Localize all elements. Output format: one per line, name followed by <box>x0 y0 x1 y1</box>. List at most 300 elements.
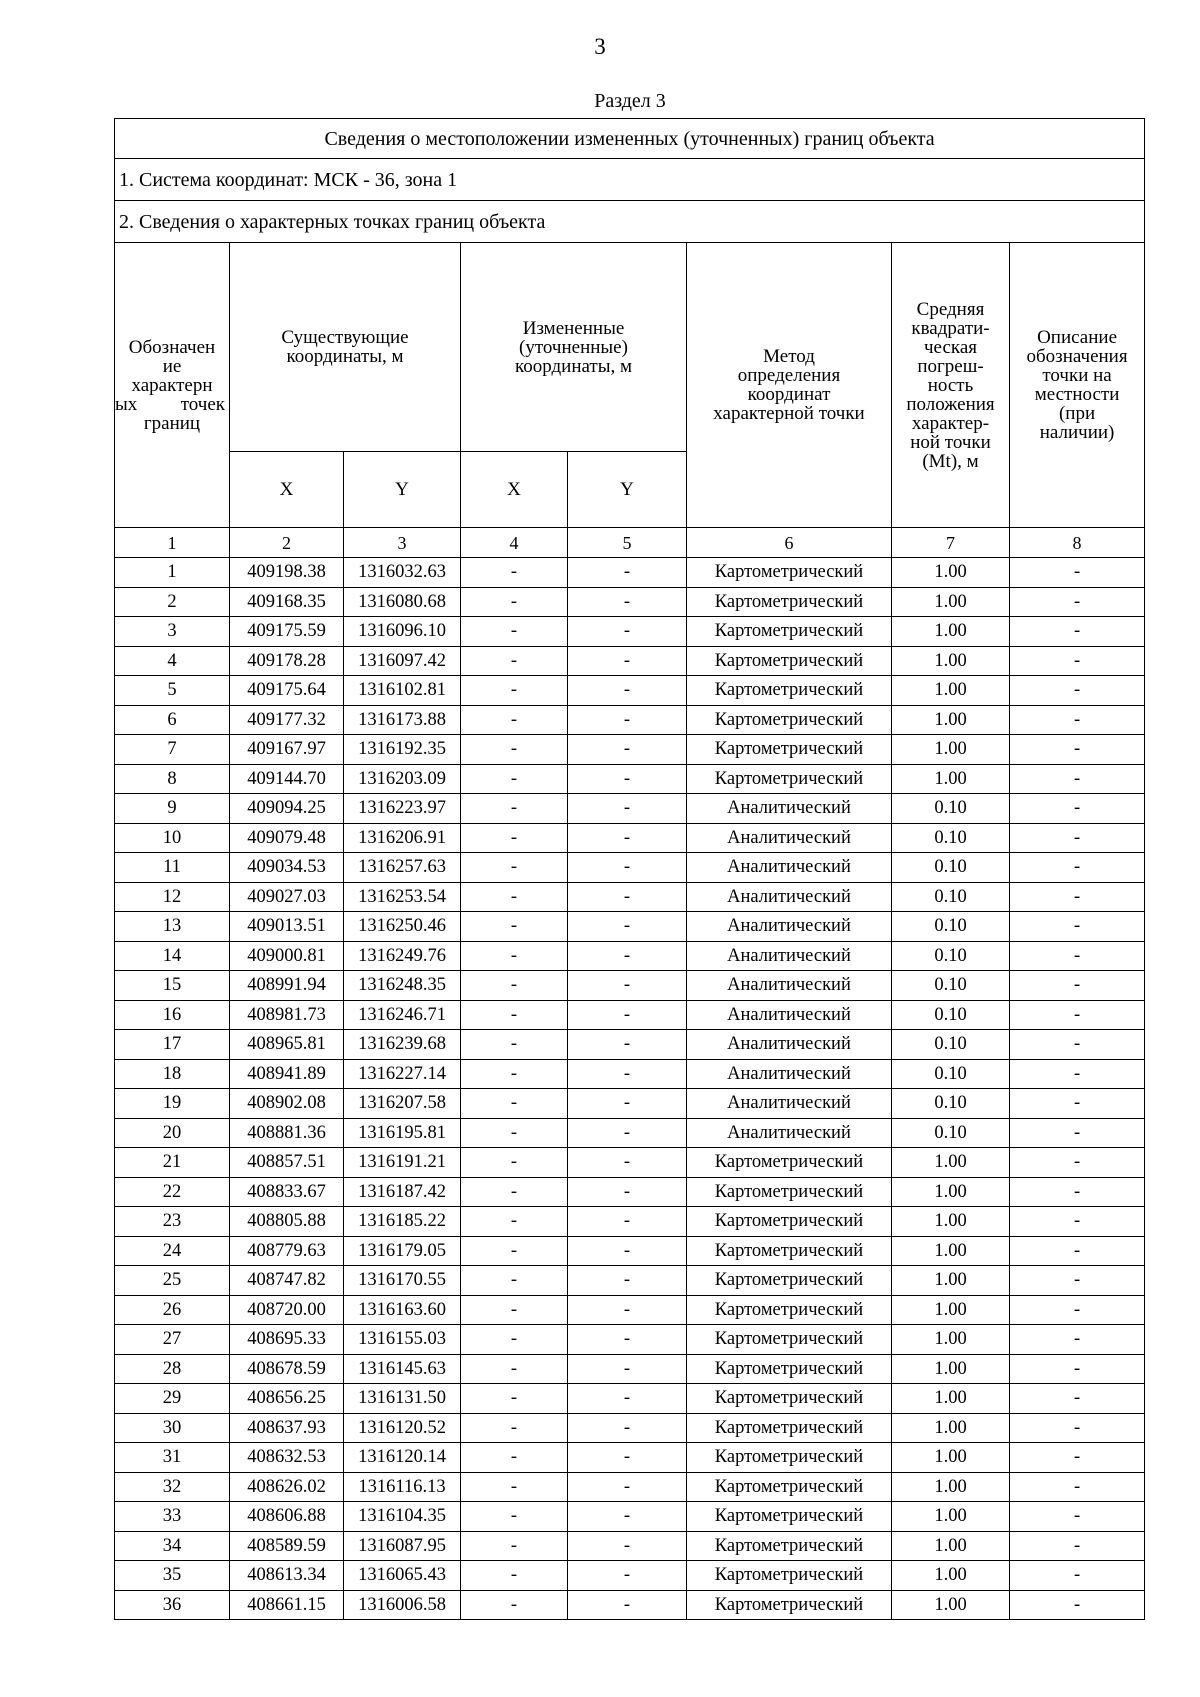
cell-method: Аналитический <box>687 1000 892 1030</box>
cell-point-id: 19 <box>115 1089 230 1119</box>
cell-method: Картометрический <box>687 1502 892 1532</box>
cell-method: Картометрический <box>687 1443 892 1473</box>
cell-point-id: 9 <box>115 794 230 824</box>
cell-existing-x: 409167.97 <box>230 735 344 765</box>
cell-mean-error: 0.10 <box>892 941 1010 971</box>
cell-existing-y: 1316239.68 <box>344 1030 461 1060</box>
cell-existing-x: 408991.94 <box>230 971 344 1001</box>
cell-method: Картометрический <box>687 587 892 617</box>
cell-description: - <box>1010 1325 1145 1355</box>
cell-mean-error: 1.00 <box>892 1561 1010 1591</box>
cell-existing-x: 409000.81 <box>230 941 344 971</box>
cell-mean-error: 1.00 <box>892 764 1010 794</box>
cell-existing-x: 408613.34 <box>230 1561 344 1591</box>
cell-mean-error: 1.00 <box>892 1325 1010 1355</box>
cell-changed-x: - <box>461 882 568 912</box>
cell-existing-x: 408965.81 <box>230 1030 344 1060</box>
cell-description: - <box>1010 1236 1145 1266</box>
cell-changed-x: - <box>461 764 568 794</box>
table-row <box>115 1354 1145 1384</box>
cell-point-id: 13 <box>115 912 230 942</box>
cell-existing-x: 408902.08 <box>230 1089 344 1119</box>
table-row <box>115 1295 1145 1325</box>
cell-changed-y: - <box>568 1030 687 1060</box>
cell-existing-x: 408589.59 <box>230 1531 344 1561</box>
cell-changed-y: - <box>568 912 687 942</box>
cell-description: - <box>1010 735 1145 765</box>
cell-mean-error: 1.00 <box>892 1266 1010 1296</box>
cell-existing-y: 1316155.03 <box>344 1325 461 1355</box>
cell-changed-y: - <box>568 1354 687 1384</box>
cell-description: - <box>1010 1472 1145 1502</box>
cell-method: Аналитический <box>687 1030 892 1060</box>
cell-changed-y: - <box>568 705 687 735</box>
table-row <box>115 1177 1145 1207</box>
cell-changed-y: - <box>568 1236 687 1266</box>
cell-existing-x: 408606.88 <box>230 1502 344 1532</box>
table-row <box>115 1384 1145 1414</box>
table-row <box>115 1000 1145 1030</box>
cell-changed-y: - <box>568 764 687 794</box>
column-number: 6 <box>687 528 892 558</box>
cell-existing-y: 1316185.22 <box>344 1207 461 1237</box>
cell-changed-x: - <box>461 1177 568 1207</box>
cell-mean-error: 0.10 <box>892 912 1010 942</box>
cell-mean-error: 1.00 <box>892 1443 1010 1473</box>
cell-method: Картометрический <box>687 705 892 735</box>
cell-changed-x: - <box>461 1325 568 1355</box>
cell-description: - <box>1010 1590 1145 1620</box>
table-row <box>115 705 1145 735</box>
cell-existing-y: 1316179.05 <box>344 1236 461 1266</box>
cell-existing-y: 1316006.58 <box>344 1590 461 1620</box>
cell-changed-y: - <box>568 1502 687 1532</box>
table-row <box>115 1089 1145 1119</box>
cell-changed-x: - <box>461 1118 568 1148</box>
table-row <box>115 764 1145 794</box>
cell-changed-y: - <box>568 1443 687 1473</box>
table-row <box>115 1443 1145 1473</box>
table-row <box>115 1148 1145 1178</box>
cell-changed-x: - <box>461 1384 568 1414</box>
cell-mean-error: 1.00 <box>892 1177 1010 1207</box>
cell-mean-error: 1.00 <box>892 1207 1010 1237</box>
table-row <box>115 1325 1145 1355</box>
cell-description: - <box>1010 1354 1145 1384</box>
cell-method: Аналитический <box>687 1118 892 1148</box>
cell-changed-x: - <box>461 823 568 853</box>
cell-description: - <box>1010 971 1145 1001</box>
cell-point-id: 25 <box>115 1266 230 1296</box>
cell-point-id: 6 <box>115 705 230 735</box>
cell-method: Картометрический <box>687 1413 892 1443</box>
cell-changed-x: - <box>461 794 568 824</box>
cell-existing-y: 1316097.42 <box>344 646 461 676</box>
cell-existing-x: 409175.64 <box>230 676 344 706</box>
cell-existing-y: 1316104.35 <box>344 1502 461 1532</box>
cell-changed-y: - <box>568 1266 687 1296</box>
cell-mean-error: 1.00 <box>892 705 1010 735</box>
cell-changed-y: - <box>568 1413 687 1443</box>
cell-changed-y: - <box>568 1590 687 1620</box>
cell-changed-y: - <box>568 1059 687 1089</box>
cell-changed-x: - <box>461 617 568 647</box>
cell-changed-y: - <box>568 1531 687 1561</box>
cell-mean-error: 1.00 <box>892 1413 1010 1443</box>
table-row <box>115 1531 1145 1561</box>
cell-changed-x: - <box>461 1089 568 1119</box>
cell-changed-y: - <box>568 1325 687 1355</box>
cell-method: Картометрический <box>687 1472 892 1502</box>
table-row <box>115 1502 1145 1532</box>
cell-method: Аналитический <box>687 823 892 853</box>
table-row <box>115 587 1145 617</box>
cell-changed-x: - <box>461 853 568 883</box>
cell-existing-y: 1316227.14 <box>344 1059 461 1089</box>
cell-existing-y: 1316223.97 <box>344 794 461 824</box>
cell-description: - <box>1010 1443 1145 1473</box>
cell-description: - <box>1010 1502 1145 1532</box>
cell-point-id: 7 <box>115 735 230 765</box>
cell-existing-x: 409168.35 <box>230 587 344 617</box>
cell-point-id: 18 <box>115 1059 230 1089</box>
cell-mean-error: 0.10 <box>892 971 1010 1001</box>
cell-existing-y: 1316253.54 <box>344 882 461 912</box>
header-mean-square-error: Средняя квадрати- ческая погреш- ность положения характер- ной точки (Mt), м <box>892 243 1010 528</box>
cell-existing-y: 1316131.50 <box>344 1384 461 1414</box>
cell-changed-y: - <box>568 1177 687 1207</box>
cell-point-id: 27 <box>115 1325 230 1355</box>
table-row <box>115 1413 1145 1443</box>
cell-mean-error: 1.00 <box>892 1295 1010 1325</box>
cell-mean-error: 0.10 <box>892 882 1010 912</box>
cell-description: - <box>1010 882 1145 912</box>
cell-existing-y: 1316102.81 <box>344 676 461 706</box>
cell-method: Аналитический <box>687 882 892 912</box>
cell-existing-y: 1316195.81 <box>344 1118 461 1148</box>
cell-changed-x: - <box>461 1443 568 1473</box>
cell-mean-error: 1.00 <box>892 1384 1010 1414</box>
cell-point-id: 33 <box>115 1502 230 1532</box>
cell-changed-x: - <box>461 646 568 676</box>
cell-existing-y: 1316116.13 <box>344 1472 461 1502</box>
cell-changed-y: - <box>568 558 687 588</box>
cell-description: - <box>1010 941 1145 971</box>
table-row <box>115 1472 1145 1502</box>
cell-existing-x: 409027.03 <box>230 882 344 912</box>
cell-existing-x: 409175.59 <box>230 617 344 647</box>
cell-method: Картометрический <box>687 1561 892 1591</box>
cell-description: - <box>1010 912 1145 942</box>
cell-method: Аналитический <box>687 941 892 971</box>
cell-changed-x: - <box>461 735 568 765</box>
cell-description: - <box>1010 1413 1145 1443</box>
cell-existing-x: 408695.33 <box>230 1325 344 1355</box>
cell-description: - <box>1010 1148 1145 1178</box>
cell-mean-error: 0.10 <box>892 1000 1010 1030</box>
cell-method: Аналитический <box>687 794 892 824</box>
cell-changed-x: - <box>461 676 568 706</box>
cell-method: Картометрический <box>687 1177 892 1207</box>
cell-method: Аналитический <box>687 1089 892 1119</box>
cell-existing-x: 408833.67 <box>230 1177 344 1207</box>
cell-point-id: 22 <box>115 1177 230 1207</box>
cell-existing-x: 409178.28 <box>230 646 344 676</box>
cell-method: Картометрический <box>687 1354 892 1384</box>
header-changed-x: X <box>461 452 568 528</box>
cell-changed-x: - <box>461 1295 568 1325</box>
cell-description: - <box>1010 794 1145 824</box>
coordinates-table <box>114 118 1145 1620</box>
cell-existing-y: 1316096.10 <box>344 617 461 647</box>
cell-description: - <box>1010 1295 1145 1325</box>
coordinate-system: 1. Система координат: МСК - 36, зона 1 <box>115 159 1145 201</box>
cell-changed-y: - <box>568 882 687 912</box>
cell-existing-x: 408941.89 <box>230 1059 344 1089</box>
cell-point-id: 2 <box>115 587 230 617</box>
cell-point-id: 20 <box>115 1118 230 1148</box>
cell-changed-x: - <box>461 971 568 1001</box>
cell-existing-x: 409034.53 <box>230 853 344 883</box>
cell-point-id: 31 <box>115 1443 230 1473</box>
cell-existing-y: 1316203.09 <box>344 764 461 794</box>
cell-existing-x: 408661.15 <box>230 1590 344 1620</box>
cell-mean-error: 0.10 <box>892 1059 1010 1089</box>
cell-changed-x: - <box>461 912 568 942</box>
cell-point-id: 34 <box>115 1531 230 1561</box>
cell-description: - <box>1010 1000 1145 1030</box>
table-row <box>115 1561 1145 1591</box>
cell-existing-x: 408637.93 <box>230 1413 344 1443</box>
cell-point-id: 21 <box>115 1148 230 1178</box>
cell-existing-x: 408626.02 <box>230 1472 344 1502</box>
table-row <box>115 617 1145 647</box>
table-row <box>115 1030 1145 1060</box>
cell-changed-y: - <box>568 1384 687 1414</box>
table-row <box>115 1266 1145 1296</box>
cell-existing-y: 1316145.63 <box>344 1354 461 1384</box>
cell-description: - <box>1010 823 1145 853</box>
table-row <box>115 882 1145 912</box>
cell-method: Картометрический <box>687 1384 892 1414</box>
column-numbers-row <box>115 528 1145 558</box>
cell-existing-y: 1316080.68 <box>344 587 461 617</box>
cell-description: - <box>1010 705 1145 735</box>
cell-changed-x: - <box>461 705 568 735</box>
page-number: 3 <box>594 34 606 59</box>
cell-point-id: 1 <box>115 558 230 588</box>
cell-method: Картометрический <box>687 1590 892 1620</box>
cell-description: - <box>1010 1177 1145 1207</box>
header-changed-y: Y <box>568 452 687 528</box>
cell-existing-x: 408779.63 <box>230 1236 344 1266</box>
cell-existing-y: 1316163.60 <box>344 1295 461 1325</box>
cell-changed-x: - <box>461 1531 568 1561</box>
cell-existing-x: 409198.38 <box>230 558 344 588</box>
cell-existing-x: 408747.82 <box>230 1266 344 1296</box>
cell-existing-y: 1316207.58 <box>344 1089 461 1119</box>
cell-description: - <box>1010 1384 1145 1414</box>
cell-existing-x: 408632.53 <box>230 1443 344 1473</box>
cell-point-id: 29 <box>115 1384 230 1414</box>
cell-method: Картометрический <box>687 735 892 765</box>
table-row <box>115 971 1145 1001</box>
cell-changed-y: - <box>568 1118 687 1148</box>
cell-existing-y: 1316249.76 <box>344 941 461 971</box>
cell-changed-y: - <box>568 823 687 853</box>
cell-existing-y: 1316120.14 <box>344 1443 461 1473</box>
header-description: Описание обозначения точки на местности (при наличии) <box>1010 243 1145 528</box>
cell-method: Картометрический <box>687 764 892 794</box>
cell-changed-x: - <box>461 1266 568 1296</box>
cell-method: Картометрический <box>687 617 892 647</box>
header-existing-x: X <box>230 452 344 528</box>
table-row <box>115 1059 1145 1089</box>
cell-existing-y: 1316173.88 <box>344 705 461 735</box>
table-row <box>115 676 1145 706</box>
cell-existing-y: 1316120.52 <box>344 1413 461 1443</box>
column-number: 1 <box>115 528 230 558</box>
cell-changed-y: - <box>568 1089 687 1119</box>
header-existing-coordinates: Существующие координаты, м <box>230 243 461 452</box>
cell-changed-y: - <box>568 794 687 824</box>
cell-changed-y: - <box>568 1561 687 1591</box>
cell-mean-error: 1.00 <box>892 587 1010 617</box>
cell-mean-error: 1.00 <box>892 1590 1010 1620</box>
cell-changed-x: - <box>461 1413 568 1443</box>
cell-existing-x: 409177.32 <box>230 705 344 735</box>
cell-existing-x: 409094.25 <box>230 794 344 824</box>
cell-existing-x: 408720.00 <box>230 1295 344 1325</box>
cell-point-id: 4 <box>115 646 230 676</box>
points-heading: 2. Сведения о характерных точках границ объекта <box>115 201 1145 243</box>
cell-changed-y: - <box>568 971 687 1001</box>
cell-mean-error: 0.10 <box>892 1030 1010 1060</box>
column-number: 2 <box>230 528 344 558</box>
table-row <box>115 1118 1145 1148</box>
cell-existing-x: 409079.48 <box>230 823 344 853</box>
cell-point-id: 5 <box>115 676 230 706</box>
cell-mean-error: 1.00 <box>892 617 1010 647</box>
cell-method: Картометрический <box>687 1236 892 1266</box>
cell-point-id: 16 <box>115 1000 230 1030</box>
cell-mean-error: 1.00 <box>892 558 1010 588</box>
cell-description: - <box>1010 1266 1145 1296</box>
cell-point-id: 12 <box>115 882 230 912</box>
cell-point-id: 36 <box>115 1590 230 1620</box>
cell-changed-x: - <box>461 1000 568 1030</box>
cell-existing-y: 1316257.63 <box>344 853 461 883</box>
cell-mean-error: 0.10 <box>892 823 1010 853</box>
cell-existing-x: 408805.88 <box>230 1207 344 1237</box>
cell-mean-error: 1.00 <box>892 1148 1010 1178</box>
table-row <box>115 794 1145 824</box>
column-number: 5 <box>568 528 687 558</box>
cell-mean-error: 0.10 <box>892 1089 1010 1119</box>
cell-mean-error: 1.00 <box>892 1502 1010 1532</box>
cell-mean-error: 0.10 <box>892 794 1010 824</box>
header-changed-coordinates: Измененные (уточненные) координаты, м <box>461 243 687 452</box>
header-designation: Обозначен ие характерн ых точек границ <box>115 243 230 528</box>
cell-changed-y: - <box>568 853 687 883</box>
cell-existing-y: 1316170.55 <box>344 1266 461 1296</box>
cell-changed-x: - <box>461 1590 568 1620</box>
cell-method: Картометрический <box>687 1148 892 1178</box>
cell-description: - <box>1010 1030 1145 1060</box>
cell-existing-x: 408981.73 <box>230 1000 344 1030</box>
cell-method: Картометрический <box>687 646 892 676</box>
cell-changed-x: - <box>461 1236 568 1266</box>
cell-existing-x: 408678.59 <box>230 1354 344 1384</box>
cell-point-id: 35 <box>115 1561 230 1591</box>
cell-changed-y: - <box>568 1000 687 1030</box>
cell-method: Аналитический <box>687 1059 892 1089</box>
cell-description: - <box>1010 676 1145 706</box>
cell-existing-y: 1316246.71 <box>344 1000 461 1030</box>
cell-changed-x: - <box>461 1059 568 1089</box>
table-row <box>115 1590 1145 1620</box>
cell-point-id: 15 <box>115 971 230 1001</box>
cell-existing-y: 1316087.95 <box>344 1531 461 1561</box>
header-method: Метод определения координат характерной точки <box>687 243 892 528</box>
cell-existing-y: 1316191.21 <box>344 1148 461 1178</box>
cell-existing-y: 1316250.46 <box>344 912 461 942</box>
table-row <box>115 1207 1145 1237</box>
cell-mean-error: 0.10 <box>892 853 1010 883</box>
cell-existing-y: 1316032.63 <box>344 558 461 588</box>
cell-changed-x: - <box>461 1207 568 1237</box>
cell-description: - <box>1010 853 1145 883</box>
column-number: 3 <box>344 528 461 558</box>
cell-changed-y: - <box>568 587 687 617</box>
cell-method: Картометрический <box>687 558 892 588</box>
cell-point-id: 28 <box>115 1354 230 1384</box>
cell-changed-y: - <box>568 1207 687 1237</box>
cell-existing-y: 1316248.35 <box>344 971 461 1001</box>
cell-point-id: 14 <box>115 941 230 971</box>
cell-changed-x: - <box>461 558 568 588</box>
cell-existing-y: 1316192.35 <box>344 735 461 765</box>
cell-description: - <box>1010 587 1145 617</box>
cell-existing-x: 409013.51 <box>230 912 344 942</box>
cell-changed-y: - <box>568 617 687 647</box>
cell-changed-y: - <box>568 646 687 676</box>
cell-changed-y: - <box>568 941 687 971</box>
column-number: 7 <box>892 528 1010 558</box>
cell-method: Аналитический <box>687 853 892 883</box>
cell-changed-x: - <box>461 1561 568 1591</box>
cell-existing-y: 1316065.43 <box>344 1561 461 1591</box>
cell-point-id: 3 <box>115 617 230 647</box>
cell-point-id: 10 <box>115 823 230 853</box>
cell-existing-x: 409144.70 <box>230 764 344 794</box>
cell-mean-error: 1.00 <box>892 646 1010 676</box>
cell-existing-x: 408857.51 <box>230 1148 344 1178</box>
cell-changed-y: - <box>568 1295 687 1325</box>
cell-mean-error: 1.00 <box>892 1472 1010 1502</box>
cell-changed-x: - <box>461 1502 568 1532</box>
cell-mean-error: 1.00 <box>892 735 1010 765</box>
cell-mean-error: 0.10 <box>892 1118 1010 1148</box>
cell-description: - <box>1010 764 1145 794</box>
cell-mean-error: 1.00 <box>892 676 1010 706</box>
cell-changed-y: - <box>568 1472 687 1502</box>
section-title: Раздел 3 <box>594 90 666 112</box>
cell-method: Картометрический <box>687 1207 892 1237</box>
cell-method: Картометрический <box>687 1531 892 1561</box>
cell-point-id: 17 <box>115 1030 230 1060</box>
cell-point-id: 24 <box>115 1236 230 1266</box>
